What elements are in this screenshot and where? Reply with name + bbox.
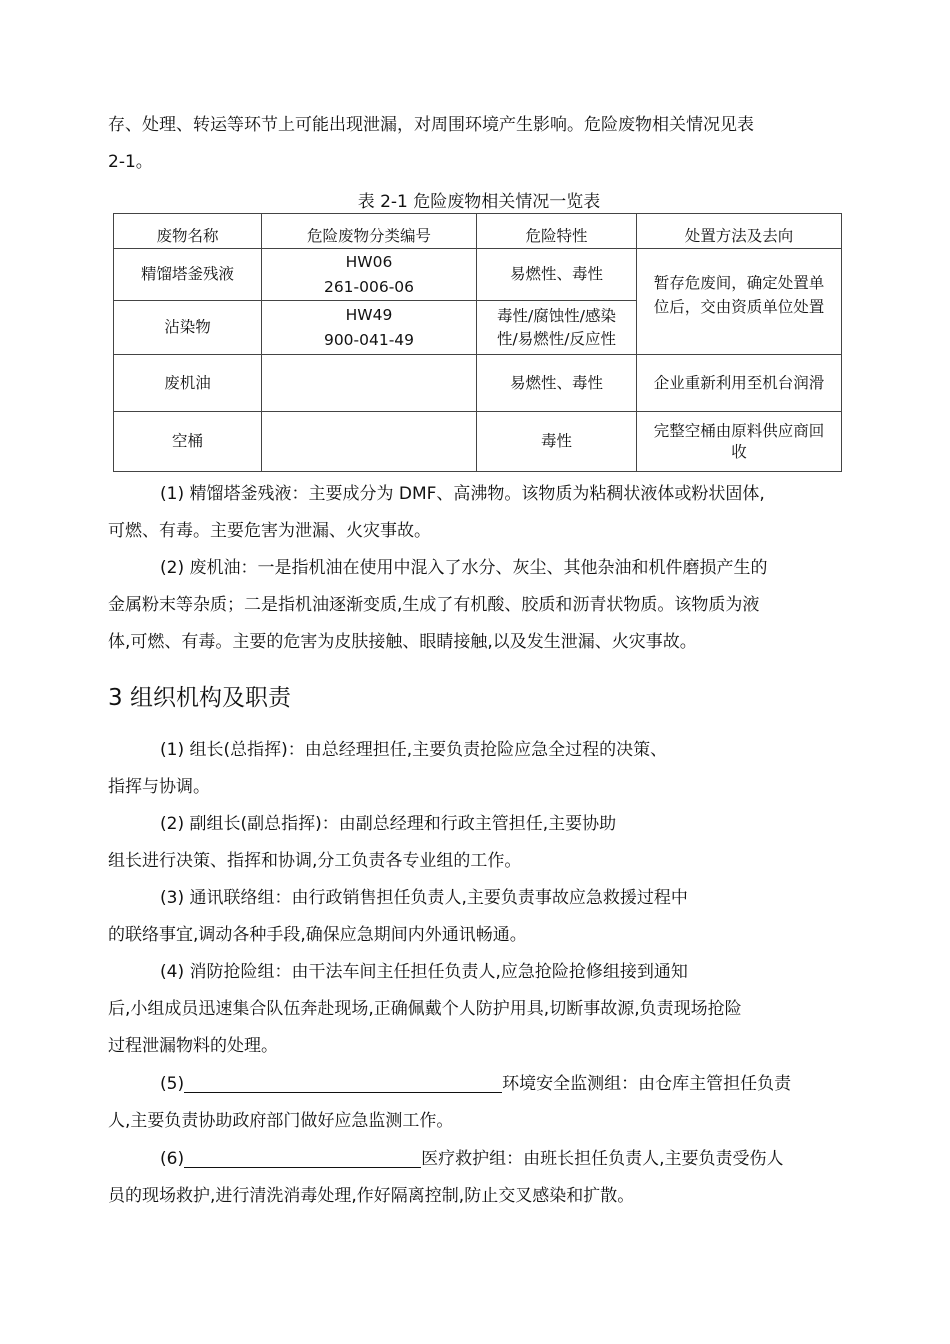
table-row: [114, 412, 842, 472]
header-category-code: 危险废物分类编号: [262, 214, 477, 249]
cell-disposal: 企业重新利用至机台润滑: [637, 355, 842, 412]
intro-line-1: 存、处理、转运等环节上可能出现泄漏，对周围环境产生影响。危险废物相关情况见表: [108, 115, 754, 135]
cell-disposal-merged: [637, 249, 842, 355]
table-header-row: [114, 214, 842, 249]
table-caption: 表 2-1 危险废物相关情况一览表: [357, 192, 601, 212]
cell-hazard: 毒性: [477, 412, 637, 472]
code-line: 261-006-06: [323, 277, 415, 296]
cell-category-code: [262, 301, 477, 355]
fill-in-blank: [184, 1145, 421, 1168]
section-heading: 3 组织机构及职责: [108, 685, 291, 711]
code-line: HW49: [345, 305, 393, 324]
role-1-line-2: 指挥与协调。: [108, 777, 210, 797]
note-2-line-2: 金属粉末等杂质；二是指机油逐渐变质,生成了有机酸、胶质和沥青状物质。该物质为液: [108, 595, 760, 615]
code-line: HW06: [345, 252, 393, 271]
disposal-line: 完整空桶由原料供应商回: [653, 421, 825, 440]
role-6-line-1: [160, 1141, 850, 1178]
cell-waste-name: 精馏塔釜残液: [114, 249, 262, 301]
intro-line-2: 2-1。: [108, 152, 153, 172]
role-3-line-2: 的联络事宜,调动各种手段,确保应急期间内外通讯畅通。: [108, 925, 527, 945]
role-4-line-2: 后,小组成员迅速集合队伍奔赴现场,正确佩戴个人防护用具,切断事故源,负责现场抢险: [108, 999, 742, 1019]
cell-category-code: [262, 412, 477, 472]
note-2-line-3: 体,可燃、有毒。主要的危害为皮肤接触、眼睛接触,以及发生泄漏、火灾事故。: [108, 632, 697, 652]
code-line: 900-041-49: [323, 330, 415, 349]
hazardous-waste-table: [113, 213, 842, 472]
role-6-line-2: 员的现场救护,进行清洗消毒处理,作好隔离控制,防止交叉感染和扩散。: [108, 1186, 635, 1206]
header-hazard: 危险特性: [477, 214, 637, 249]
role-5-number: (5): [160, 1074, 185, 1094]
role-5-line-2: 人,主要负责协助政府部门做好应急监测工作。: [108, 1111, 454, 1131]
note-2-line-1: (2) 废机油：一是指机油在使用中混入了水分、灰尘、其他杂油和机件磨损产生的: [160, 558, 768, 578]
cell-waste-name: 沾染物: [114, 301, 262, 355]
header-waste-name: 废物名称: [114, 214, 262, 249]
table-row: [114, 249, 842, 301]
role-5-line-1: [160, 1066, 850, 1103]
role-3-line-1: (3) 通讯联络组：由行政销售担任负责人,主要负责事故应急救援过程中: [160, 888, 688, 908]
disposal-line: 位后，交由资质单位处置: [653, 298, 825, 316]
cell-hazard: 易燃性、毒性: [477, 355, 637, 412]
role-5-text: 环境安全监测组：由仓库主管担任负责: [502, 1074, 792, 1094]
role-1-line-1: (1) 组长(总指挥)：由总经理担任,主要负责抢险应急全过程的决策、: [160, 740, 668, 760]
cell-hazard: [477, 301, 637, 355]
disposal-line: 暂存危废间，确定处置单: [653, 274, 825, 292]
disposal-line: 收: [731, 442, 747, 461]
header-disposal: 处置方法及去向: [637, 214, 842, 249]
table-row: [114, 355, 842, 412]
cell-hazard: 易燃性、毒性: [477, 249, 637, 301]
cell-category-code: [262, 249, 477, 301]
cell-disposal: [637, 412, 842, 472]
hazard-line: 毒性/腐蚀性/感染: [497, 306, 616, 325]
hazard-line: 性/易燃性/反应性: [497, 329, 616, 348]
role-6-text: 医疗救护组：由班长担任负责人,主要负责受伤人: [421, 1149, 784, 1169]
role-2-line-1: (2) 副组长(副总指挥)：由副总经理和行政主管担任,主要协助: [160, 814, 617, 834]
role-4-line-3: 过程泄漏物料的处理。: [108, 1036, 278, 1056]
cell-category-code: [262, 355, 477, 412]
role-6-number: (6): [160, 1149, 185, 1169]
role-2-line-2: 组长进行决策、指挥和协调,分工负责各专业组的工作。: [108, 851, 522, 871]
fill-in-blank: [184, 1070, 502, 1093]
note-1-line-1: (1) 精馏塔釜残液：主要成分为 DMF、高沸物。该物质为粘稠状液体或粉状固体,: [160, 484, 765, 504]
role-4-line-1: (4) 消防抢险组：由干法车间主任担任负责人,应急抢险抢修组接到通知: [160, 962, 688, 982]
cell-waste-name: 空桶: [114, 412, 262, 472]
note-1-line-2: 可燃、有毒。主要危害为泄漏、火灾事故。: [108, 521, 431, 541]
cell-waste-name: 废机油: [114, 355, 262, 412]
